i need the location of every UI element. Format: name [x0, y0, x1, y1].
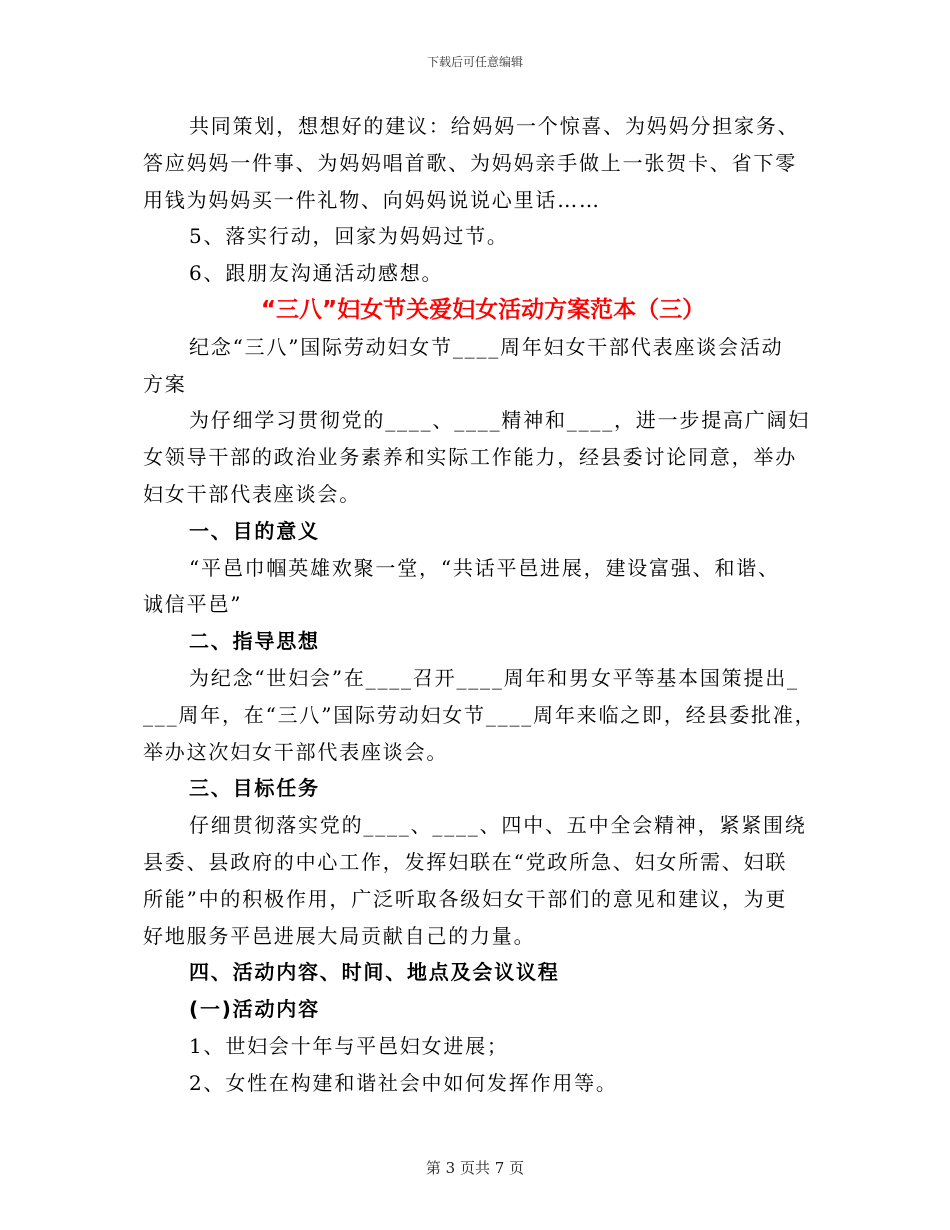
- list-item: 5、落实行动，回家为妈妈过节。: [189, 224, 509, 249]
- heading-guiding-thought: 二、指导思想: [189, 629, 320, 654]
- heading-purpose: 一、目的意义: [189, 518, 320, 543]
- paragraph-line: 举办这次妇女干部代表座谈会。: [143, 739, 449, 764]
- list-item: 6、跟朋友沟通活动感想。: [189, 261, 444, 286]
- list-item: 2、女性在构建和谐社会中如何发挥作用等。: [189, 1070, 618, 1095]
- paragraph-line: 为纪念“世妇会”在____召开____周年和男女平等基本国策提出_: [189, 665, 799, 690]
- heading-activities: 四、活动内容、时间、地点及会议议程: [189, 960, 560, 985]
- paragraph-line: 共同策划，想想好的建议：给妈妈一个惊喜、为妈妈分担家务、: [189, 114, 800, 138]
- paragraph-line: 答应妈妈一件事、为妈妈唱首歌、为妈妈亲手做上一张贺卡、省下零: [143, 150, 797, 175]
- heading-objectives: 三、目标任务: [189, 776, 320, 801]
- paragraph-line: 所能”中的积极作用，广泛听取各级妇女干部们的意见和建议，为更: [143, 886, 788, 911]
- paragraph-line: 方案: [143, 371, 187, 396]
- list-item: 1、世妇会十年与平邑妇女进展；: [189, 1033, 509, 1058]
- paragraph-line: 纪念“三八”国际劳动妇女节____周年妇女干部代表座谈会活动: [189, 334, 784, 359]
- section-title: “三八”妇女节关爱妇女活动方案范本（三）: [260, 296, 706, 323]
- paragraph-line: 好地服务平邑进展大局贡献自己的力量。: [143, 923, 536, 948]
- paragraph-line: 用钱为妈妈买一件礼物、向妈妈说说心里话……: [143, 187, 601, 212]
- paragraph-line: 为仔细学习贯彻党的____、____精神和____，进一步提高广阔妇: [189, 408, 811, 433]
- paragraph-line: 仔细贯彻落实党的____、____、四中、五中全会精神，紧紧围绕: [189, 813, 807, 838]
- page-header: 下载后可任意编辑: [426, 55, 523, 69]
- paragraph-line: 妇女干部代表座谈会。: [143, 481, 361, 506]
- page-footer: 第 3 页共 7 页: [425, 1159, 525, 1177]
- paragraph-line: 诚信平邑”: [143, 592, 243, 617]
- paragraph-line: 县委、县政府的中心工作，发挥妇联在“党政所急、妇女所需、妇联: [143, 849, 788, 874]
- paragraph-line: ___周年，在“三八”国际劳动妇女节____周年来临之即，经县委批准，: [143, 702, 817, 727]
- paragraph-line: 女领导干部的政治业务素养和实际工作能力，经县委讨论同意，举办: [143, 445, 797, 470]
- paragraph-line: “平邑巾帼英雄欢聚一堂，“共话平邑进展，建设富强、和谐、: [189, 555, 780, 580]
- subheading-activity-content: (一)活动内容: [189, 997, 320, 1022]
- document-body: [143, 108, 823, 1102]
